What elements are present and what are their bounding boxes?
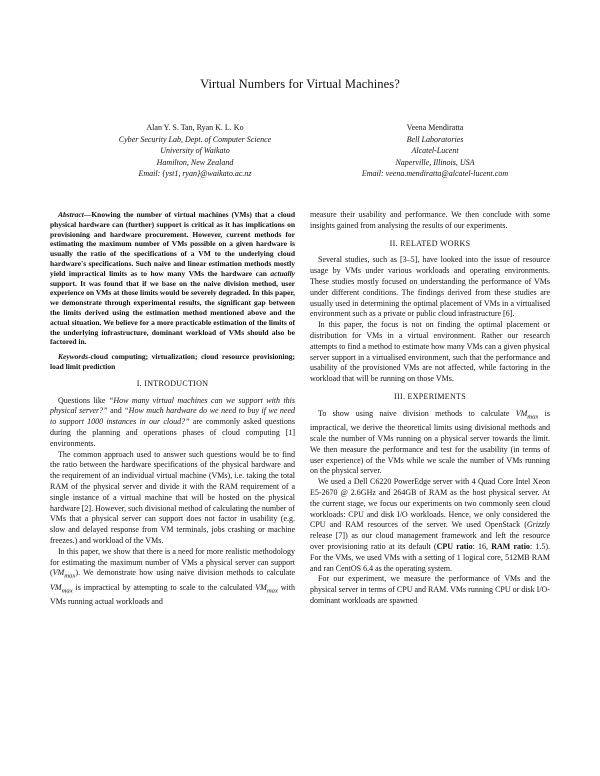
keywords <box>50 352 295 372</box>
intro-paragraph-2: The common approach used to answer such questions would be to find the ratio between the hardware specifications of the physical hardware and the requirement of an individual virtual machine (VMs), i.e. taking the total RAM of the physical server and divide it with the RAM requirement of a single instance of a virtual machine that will be hosted on the physical hardware [2]. However, such divisional method of calculating the number of VMs that a physical server can support does not factor in usability (e.g. slow and delayed response from VM terminals, jobs crashing or machine freezes.) and workload of the VMs. <box>50 449 295 545</box>
intro-paragraph-1: Questions like “How many virtual machines can we support with this physical server?” and “How much hardware do we need to buy if we need to support 1000 instances in our cloud?” are commonly asked questions during the planning and operations phases of cloud computing [1] environments. <box>50 395 296 448</box>
paper-title: Virtual Numbers for Virtual Machines? <box>200 77 400 91</box>
abstract-dash: — <box>83 210 92 219</box>
intro-paragraph-3: In this paper, we show that there is a need for more realistic methodology for estimating the maximum number of VMs a physical server can support $(VM_{max})$. We demonstrate how using naive division methods to calculate $VM_{max}$ is impractical by attempting to scale to the calculated $VM_{max}$ with VMs running actual workloads and <box>50 546 295 607</box>
keywords-label: Keywords <box>58 352 88 362</box>
author-email: Email: veena.mendiratta@alcatel-lucent.com <box>361 169 509 178</box>
author-city: Hamilton, New Zealand <box>156 157 234 167</box>
section-heading-experiments: III. EXPERIMENTS <box>394 391 466 401</box>
author-university: University of Waikato <box>160 146 230 155</box>
author-city: Naperville, Illinois, USA <box>395 157 475 167</box>
related-paragraph-1: Several studies, such as [3–5], have looked into the issue of resource usage by VMs under various workloads and operating environments. These studies mostly focused on understanding the performance of VMs under different conditions. The findings derived from these studies are usually used in determining the optimal placement of VMs in a virtualised environment such as a private or public cloud infrastructure [6]. <box>310 255 550 319</box>
author-email: Email: {yst1, ryan}@waikato.ac.nz <box>138 169 252 178</box>
author-names: Alan Y. S. Tan, Ryan K. L. Ko <box>146 123 244 132</box>
keywords-text: -cloud computing; virtualization; cloud resource provisioning; load limit prediction <box>50 352 295 371</box>
left-column <box>50 210 295 608</box>
abstract-emph: actually <box>270 268 295 278</box>
experiments-paragraph-3: For our experiment, we measure the performance of VMs and the physical server in terms of CPU and RAM. VMs running CPU or disk I/O-dominant workloads are spawned <box>310 574 550 605</box>
abstract-text-a: Knowing the number of virtual machines (VMs) that a cloud physical hardware can (further) support is critical as it has implications on provisioning and hardware procurement. However, current methods for estimating the maximum number of VMs possible on a given hardware is usually the ratio of the specifications of a VM to the underlying cloud hardware's specifications. Such naive and linear estimation methods mostly yield impractical limits as to how many VMs the hardware can <box>50 210 295 278</box>
experiments-paragraph-2: We used a Dell C6220 PowerEdge server with 4 Quad Core Intel Xeon E5-2670 @ 2.6GHz and 264GB of RAM as the host physical server. At the current stage, we focus our experiments on two commonly seen cloud workloads: CPU and disk I/O workloads. Hence, we only considered the CPU and RAM resources of the server. We used OpenStack (Grizzly release [7]) as our cloud management framework and left the resource over provisioning ratio at its default (CPU ratio: 16, RAM ratio: 1.5). For the VMs, we used VMs with a setting of 1 logical core, 512MB RAM and ran CentOS 6.4 as the operating system. <box>310 477 550 573</box>
section-heading-introduction: I. INTRODUCTION <box>136 378 209 388</box>
related-paragraph-2: In this paper, the focus is not on finding the optimal placement or distribution for VMs in a virtual environment. Rather our research attempts to find a method to estimate how many VMs can a given physical server support in a virtualised environment, such that the performance and usability of the provisioned VMs are not affected, while factoring in the workload that will be running on those VMs. <box>310 320 550 384</box>
abstract-text-b: support. It was found that if we base on the naive division method, user experience on VMs at those limits would be severely degraded. In this paper, we demonstrate through experimental results, the significant gap between the limits derived using the estimation method mentioned above and the actual situation. We believe for a more practicable estimation of the limits of the underlying infrastructure, dominant workload of VMs should also be factored in. <box>50 278 295 347</box>
right-column <box>310 210 550 607</box>
author-lab: Cyber Security Lab, Dept. of Computer Science <box>118 134 272 144</box>
experiments-paragraph-1: To show using naive division methods to calculate $VM_{max}$ is impractical, we derive the theoretical limits using divisional methods and scale the number of VMs running on a physical server towards the limit. We then measure the performance and test for the usability (in terms of user experience) of the VMs while we scale the number of VMs running on the physical server. <box>310 408 550 476</box>
author-block-left <box>60 122 330 180</box>
author-company: Alcatel-Lucent <box>411 146 459 155</box>
author-lab: Bell Laboratories <box>406 134 464 144</box>
abstract-label: Abstract <box>58 210 84 219</box>
author-names: Veena Mendiratta <box>406 123 464 132</box>
author-block-right <box>330 122 540 180</box>
intro-continuation: measure their usability and performance. We then conclude with some insights gained from analysing the results of our experiments. <box>310 210 550 230</box>
abstract <box>50 210 295 347</box>
section-heading-related-works: II. RELATED WORKS <box>389 238 471 248</box>
